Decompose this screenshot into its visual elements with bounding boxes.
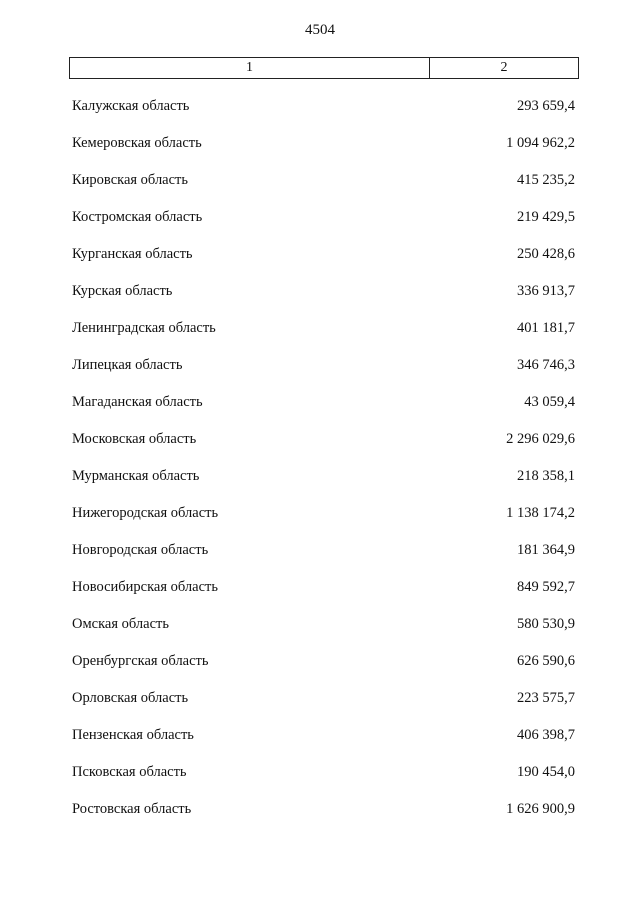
table-row	[72, 643, 575, 680]
region-value: 336 913,7	[517, 283, 575, 299]
table-row	[72, 384, 575, 421]
region-value: 415 235,2	[517, 172, 575, 188]
region-value: 849 592,7	[517, 579, 575, 595]
region-value: 1 094 962,2	[506, 135, 575, 151]
region-name: Костромская область	[72, 209, 203, 225]
column-header-2: 2	[500, 60, 508, 75]
region-name: Ленинградская область	[72, 320, 216, 336]
region-value: 626 590,6	[517, 653, 575, 669]
table-row	[72, 532, 575, 569]
region-name: Новгородская область	[72, 542, 209, 558]
region-name: Ростовская область	[72, 801, 192, 817]
region-name: Курская область	[72, 283, 173, 299]
column-header-1: 1	[70, 58, 430, 78]
region-value: 1 138 174,2	[506, 505, 575, 521]
region-name: Магаданская область	[72, 394, 203, 410]
table-row	[72, 273, 575, 310]
region-value: 219 429,5	[517, 209, 575, 225]
region-value: 401 181,7	[517, 320, 575, 336]
table-row	[72, 717, 575, 754]
region-value: 346 746,3	[517, 357, 575, 373]
region-name: Новосибирская область	[72, 579, 218, 595]
region-name: Московская область	[72, 431, 197, 447]
table-row	[72, 421, 575, 458]
table-row	[72, 791, 575, 828]
region-value: 190 454,0	[517, 764, 575, 780]
region-value: 2 296 029,6	[506, 431, 575, 447]
page-number: 4504	[305, 22, 335, 38]
region-value: 250 428,6	[517, 246, 575, 262]
region-value: 181 364,9	[517, 542, 575, 558]
region-value: 580 530,9	[517, 616, 575, 632]
table-row	[72, 88, 575, 125]
table-row	[72, 569, 575, 606]
region-value: 406 398,7	[517, 727, 575, 743]
region-name: Пензенская область	[72, 727, 194, 743]
region-name: Псковская область	[72, 764, 187, 780]
region-value: 293 659,4	[517, 98, 575, 114]
region-name: Оренбургская область	[72, 653, 209, 669]
region-name: Кемеровская область	[72, 135, 202, 151]
table-row	[72, 680, 575, 717]
table-body	[72, 88, 575, 828]
region-value: 223 575,7	[517, 690, 575, 706]
table-row	[72, 236, 575, 273]
table-row	[72, 495, 575, 532]
region-value: 218 358,1	[517, 468, 575, 484]
table-row	[72, 754, 575, 791]
table-row	[72, 458, 575, 495]
region-name: Липецкая область	[72, 357, 183, 373]
region-name: Нижегородская область	[72, 505, 219, 521]
table-row	[72, 162, 575, 199]
region-name: Мурманская область	[72, 468, 200, 484]
table-row	[72, 125, 575, 162]
region-value: 1 626 900,9	[506, 801, 575, 817]
region-value: 43 059,4	[524, 394, 575, 410]
region-name: Орловская область	[72, 690, 189, 706]
region-name: Курганская область	[72, 246, 193, 262]
table-row	[72, 606, 575, 643]
region-name: Омская область	[72, 616, 169, 632]
region-name: Калужская область	[72, 98, 190, 114]
table-header	[69, 57, 579, 79]
table-row	[72, 310, 575, 347]
table-row	[72, 347, 575, 384]
region-name: Кировская область	[72, 172, 189, 188]
table-row	[72, 199, 575, 236]
